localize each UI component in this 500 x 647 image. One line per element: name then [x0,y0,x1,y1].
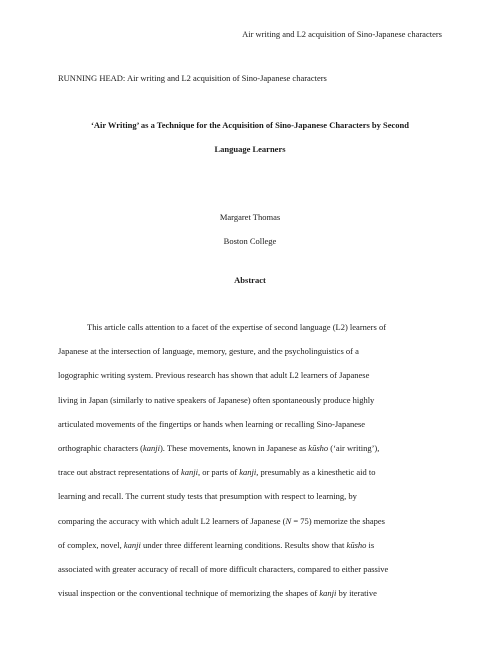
abstract-line: orthographic characters (kanji). These movements, known in Japanese as kūsho (‘air writing’), [58,442,380,453]
abstract-line: articulated movements of the fingertips or hands when learning or recalling Sino-Japanese [58,418,366,429]
abstract-line: trace out abstract representations of kanji, or parts of kanji, presumably as a kinesthetic aid to [58,467,376,478]
abstract-body [58,319,442,609]
abstract-line: of complex, novel, kanji under three different learning conditions. Results show that kūsho is [58,539,375,550]
author-name: Margaret Thomas [219,212,281,222]
abstract-line: This article calls attention to a facet of the expertise of second language (L2) learners of [87,322,387,332]
title-line-1: ‘Air Writing’ as a Technique for the Acquisition of Sino-Japanese Characters by Second [91,120,409,130]
page-header: Air writing and L2 acquisition of Sino-Japanese characters [242,29,442,39]
abstract-line: logographic writing system. Previous research has shown that adult L2 learners of Japanese [58,370,370,381]
abstract-line: learning and recall. The current study tests that presumption with respect to learning, by [58,491,357,502]
running-head: RUNNING HEAD: Air writing and L2 acquisition of Sino-Japanese characters [58,73,327,83]
paper-title [58,113,442,161]
abstract-line: living in Japan (similarly to native speakers of Japanese) often spontaneously produce highly [58,394,375,405]
abstract-line: comparing the accuracy with which adult L2 learners of Japanese (N = 75) memorize the shapes [58,515,385,526]
author-affiliation: Boston College [223,236,277,246]
abstract-line: Japanese at the intersection of language, memory, gesture, and the psycholinguistics of a [58,346,359,357]
abstract-line: visual inspection or the conventional technique of memorizing the shapes of kanji by iterative [58,588,377,599]
title-line-2: Language Learners [214,144,286,154]
abstract-line: associated with greater accuracy of recall of more difficult characters, compared to either passive [58,563,389,574]
abstract-heading: Abstract [234,275,266,285]
author-block [58,205,442,253]
